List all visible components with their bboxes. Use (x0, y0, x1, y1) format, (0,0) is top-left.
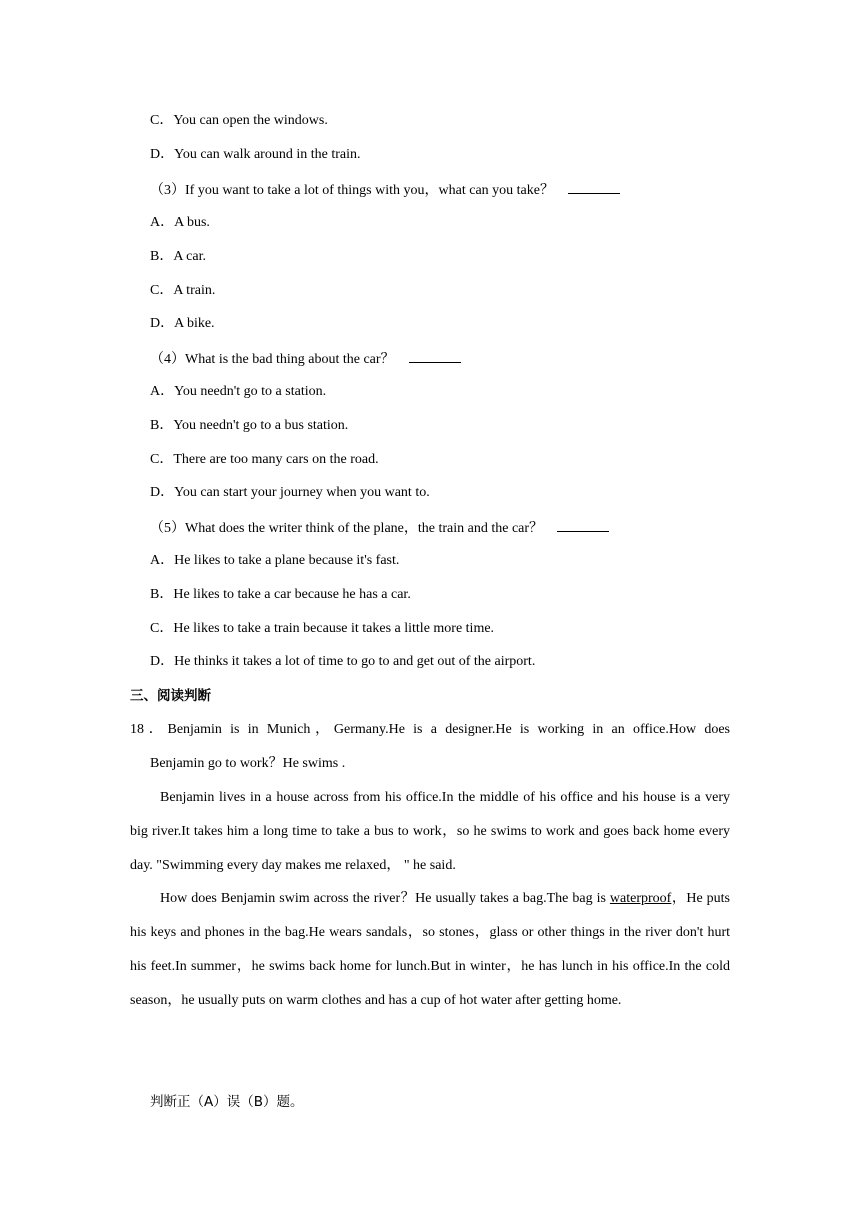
q4-stem-text: （4）What is the bad thing about the car？ (150, 352, 395, 367)
q3-option-b: B．A car. (150, 249, 206, 264)
q5-answer-blank (557, 517, 609, 532)
q3-stem (150, 179, 620, 201)
q2-option-d: D．You can walk around in the train. (150, 147, 361, 162)
underlined-word-waterproof: waterproof (609, 891, 672, 906)
q3-option-a: A．A bus. (150, 215, 210, 230)
q4-option-c: C．There are too many cars on the road. (150, 452, 379, 467)
q18-first-paragraph (130, 713, 730, 781)
judge-instruction: 判断正（A）误（B）题。 (150, 1094, 304, 1110)
q3-stem-text: （3）If you want to take a lot of things with you，what can you take？ (150, 183, 554, 198)
q18-number: 18． (130, 722, 168, 737)
q4-option-b: B．You needn't go to a bus station. (150, 418, 349, 433)
q5-option-b: B．He likes to take a car because he has a car. (150, 587, 411, 602)
q18-line1-text: Benjamin is in Munich，Germany.He is a designer.He is working in an office.How does (167, 722, 730, 737)
q5-stem (150, 517, 609, 539)
q3-answer-blank (568, 179, 620, 194)
q18-paragraph-3-start: How does Benjamin swim across the river？He usually takes a bag.The bag is (160, 891, 610, 906)
q5-option-a: A．He likes to take a plane because it's fast. (150, 553, 400, 568)
q18-line2: Benjamin go to work？He swims . (150, 756, 346, 771)
q4-stem (150, 348, 461, 370)
q18-paragraph-3-rest: ，He puts his keys and phones in the bag.He wears sandals，so stones，glass or other things in the river don't hurt his feet.In summer，he swims back home for lunch.But in winter，he has lunch in his office.In the cold season，he usually puts on warm clothes and has a cup of hot water after getting home. (130, 891, 730, 1008)
q18-paragraph-3 (130, 882, 730, 1018)
q18-paragraph-2: Benjamin lives in a house across from his office.In the middle of his office and his house is a very big river.It takes him a long time to take a bus to work，so he swims to work and goes back home every day. "Swimming every day makes me relaxed， " he said. (130, 790, 730, 873)
q4-answer-blank (409, 348, 461, 363)
q5-option-d: D．He thinks it takes a lot of time to go to and get out of the airport. (150, 654, 536, 669)
q2-option-c: C．You can open the windows. (150, 113, 328, 128)
q5-option-c: C．He likes to take a train because it takes a little more time. (150, 621, 495, 636)
q3-option-c: C．A train. (150, 283, 216, 298)
q4-option-d: D．You can start your journey when you want to. (150, 485, 430, 500)
q4-option-a: A．You needn't go to a station. (150, 384, 327, 399)
q18-line1 (130, 713, 730, 747)
section-heading: 三、阅读判断 (130, 688, 211, 704)
q5-stem-text: （5）What does the writer think of the plane，the train and the car？ (150, 521, 544, 536)
q3-option-d: D．A bike. (150, 316, 215, 331)
